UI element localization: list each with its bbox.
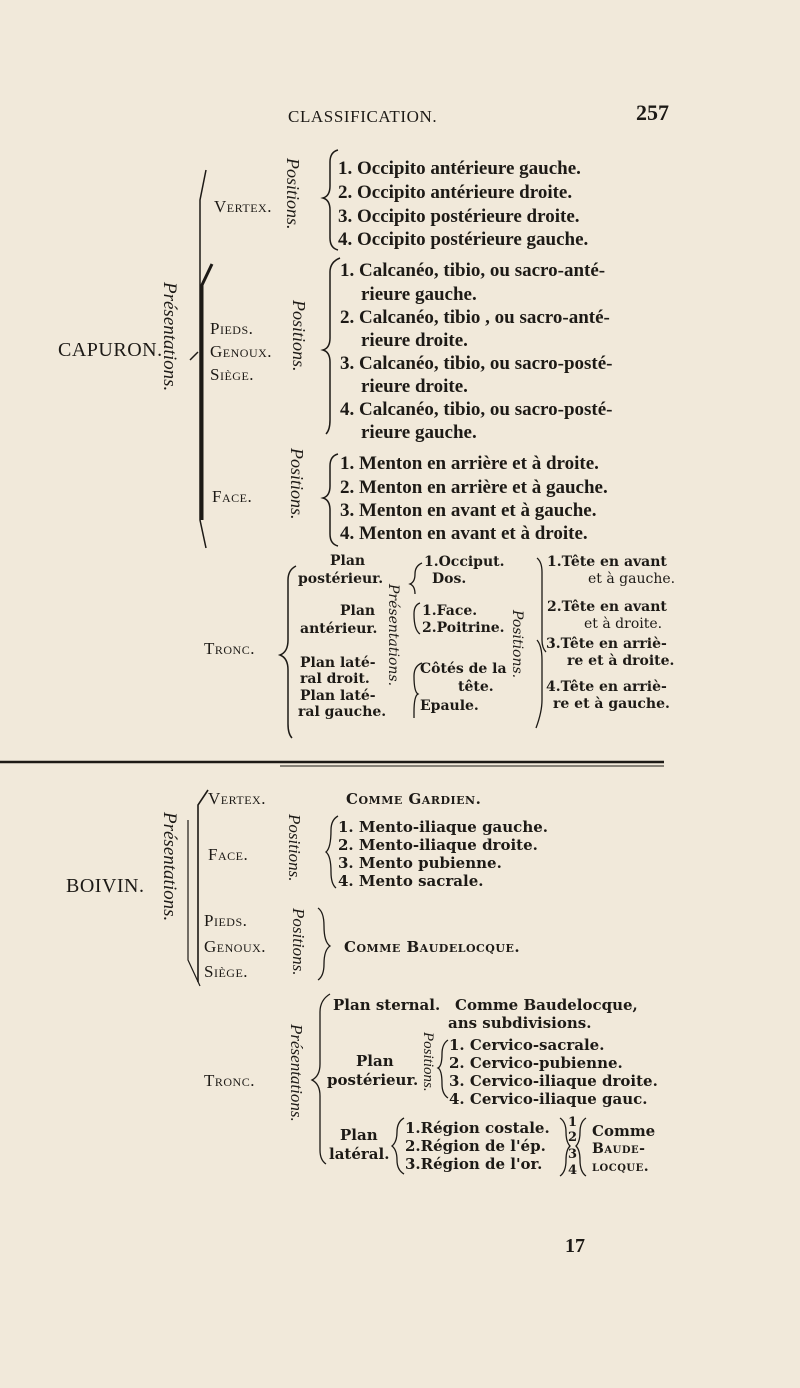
- boivin-comme: Baude-: [592, 1141, 646, 1157]
- boivin-plan-posterieur-item: 1. Cervico-sacrale.: [449, 1036, 605, 1054]
- boivin-plan-lateral: Plan: [340, 1126, 378, 1144]
- capuron-vertex-label: Vertex.: [214, 197, 272, 216]
- capuron-pieds-positions-label: Positions.: [289, 300, 309, 372]
- boivin-face-label: Face.: [208, 845, 249, 864]
- capuron-face-item: 3. Menton en avant et à gauche.: [340, 500, 597, 521]
- boivin-plan-posterieur: Plan: [356, 1052, 394, 1070]
- boivin-pieds-label: Pieds.: [204, 911, 248, 930]
- boivin-plan-lateral: latéral.: [329, 1145, 390, 1163]
- capuron-tronc-position: 4.Tête en arriè-: [546, 679, 667, 695]
- capuron-pieds-line: 3. Calcanéo, tibio, ou sacro-posté-: [340, 353, 613, 374]
- capuron-pieds-line: 1. Calcanéo, tibio, ou sacro-anté-: [340, 260, 606, 281]
- capuron-genoux-label: Genoux.: [210, 342, 273, 361]
- capuron-siege-label: Siège.: [210, 365, 255, 384]
- boivin-face-positions-label: Positions.: [285, 814, 304, 882]
- boivin-vertex-note: Comme Gardien.: [346, 790, 482, 808]
- capuron-tronc-presentations-label: Présentations.: [385, 584, 401, 687]
- boivin-comme: Comme: [592, 1122, 656, 1140]
- capuron-presentations-label: Présentations.: [159, 282, 180, 392]
- capuron-vertex-item: 2. Occipito antérieure droite.: [338, 182, 573, 203]
- capuron-pieds-line: 2. Calcanéo, tibio , ou sacro-anté-: [340, 307, 610, 328]
- capuron-pieds-line: rieure droite.: [361, 330, 468, 351]
- boivin-plan-posterieur-item: 4. Cervico-iliaque gauc.: [449, 1090, 648, 1108]
- capuron-plan-posterieur-item: Dos.: [432, 571, 467, 587]
- capuron-tronc-position: 2.Tête en avant: [547, 599, 667, 615]
- capuron-face-item: 4. Menton en avant et à droite.: [340, 523, 588, 544]
- boivin-vertex-label: Vertex.: [208, 789, 266, 808]
- capuron-plan-anterieur: antérieur.: [300, 621, 378, 637]
- capuron-vertex-item: 3. Occipito postérieure droite.: [338, 206, 580, 227]
- capuron-tronc-label: Tronc.: [204, 639, 255, 658]
- boivin-presentations-label: Présentations.: [159, 812, 180, 922]
- boivin-tronc-presentations-label: Présentations.: [287, 1024, 306, 1122]
- capuron-plan-posterieur: postérieur.: [298, 571, 384, 587]
- capuron-author: CAPURON.: [58, 339, 163, 361]
- boivin-face-item: 3. Mento pubienne.: [338, 854, 502, 872]
- boivin-comme: locque.: [592, 1159, 650, 1175]
- running-title: CLASSIFICATION.: [288, 107, 438, 126]
- boivin-plan-lateral-item: 2.Région de l'ép.: [405, 1137, 546, 1155]
- capuron-plan-lateral-item: Côtés de la: [420, 661, 507, 677]
- boivin-author: BOIVIN.: [66, 875, 145, 897]
- capuron-tronc-position: re et à gauche.: [553, 696, 670, 712]
- capuron-pieds-line: rieure gauche.: [361, 422, 477, 443]
- boivin-plan-posterieur-item: 3. Cervico-iliaque droite.: [449, 1072, 658, 1090]
- boivin-plan-lateral-item: 3.Région de l'or.: [405, 1155, 543, 1173]
- capuron-plan-lateral-item: Epaule.: [420, 698, 479, 714]
- boivin-tronc-number: 1: [568, 1115, 578, 1130]
- capuron-tronc-position: re et à droite.: [567, 653, 675, 669]
- capuron-face-item: 2. Menton en arrière et à gauche.: [340, 477, 608, 498]
- capuron-tronc-position: 3.Tête en arriè-: [546, 636, 667, 652]
- capuron-plan-anterieur-item: 2.Poitrine.: [422, 620, 505, 636]
- boivin-plan-sternal: Plan sternal.: [333, 996, 441, 1014]
- boivin-pieds-note: Comme Baudelocque.: [344, 938, 521, 956]
- capuron-tronc-position: et à gauche.: [588, 571, 676, 587]
- capuron-plan-lateral: Plan laté-: [300, 688, 376, 704]
- boivin-plan-sternal-note: Comme Baudelocque,: [455, 996, 638, 1014]
- boivin-tronc-number: 2: [568, 1130, 578, 1145]
- signature-mark: 17: [565, 1235, 585, 1257]
- boivin-plan-sternal-note: ans subdivisions.: [448, 1014, 592, 1032]
- capuron-plan-lateral-item: tête.: [458, 679, 494, 695]
- boivin-tronc-number: 3: [568, 1147, 578, 1162]
- capuron-pieds-line: rieure droite.: [361, 376, 468, 397]
- capuron-face-positions-label: Positions.: [287, 448, 307, 520]
- boivin-pieds-positions-label: Positions.: [289, 908, 308, 976]
- capuron-tronc-position: 1.Tête en avant: [547, 554, 667, 570]
- boivin-tronc-label: Tronc.: [204, 1071, 255, 1090]
- capuron-plan-posterieur-item: 1.Occiput.: [424, 554, 505, 570]
- boivin-face-item: 1. Mento-iliaque gauche.: [338, 818, 548, 836]
- boivin-plan-lateral-item: 1.Région costale.: [405, 1119, 550, 1137]
- capuron-plan-lateral: ral droit.: [300, 671, 370, 687]
- capuron-tronc-positions-label: Positions.: [509, 610, 525, 679]
- capuron-plan-anterieur-item: 1.Face.: [422, 603, 478, 619]
- boivin-plan-posterieur: postérieur.: [327, 1071, 419, 1089]
- capuron-plan-lateral: Plan laté-: [300, 655, 376, 671]
- boivin-plan-posterieur-item: 2. Cervico-pubienne.: [449, 1054, 623, 1072]
- capuron-vertex-item: 1. Occipito antérieure gauche.: [338, 158, 581, 179]
- boivin-genoux-label: Genoux.: [204, 937, 267, 956]
- capuron-vertex-positions-label: Positions.: [283, 158, 303, 230]
- capuron-face-label: Face.: [212, 487, 253, 506]
- boivin-tronc-number: 4: [568, 1163, 578, 1178]
- capuron-face-item: 1. Menton en arrière et à droite.: [340, 453, 599, 474]
- capuron-pieds-label: Pieds.: [210, 319, 254, 338]
- boivin-tronc-positions-label: Positions.: [420, 1032, 436, 1092]
- capuron-pieds-line: 4. Calcanéo, tibio, ou sacro-posté-: [340, 399, 613, 420]
- boivin-face-item: 2. Mento-iliaque droite.: [338, 836, 538, 854]
- capuron-plan-lateral: ral gauche.: [298, 704, 387, 720]
- capuron-tronc-position: et à droite.: [584, 616, 663, 632]
- capuron-plan-posterieur: Plan: [330, 553, 366, 569]
- page-number: 257: [636, 100, 669, 125]
- boivin-face-item: 4. Mento sacrale.: [338, 872, 484, 890]
- boivin-siege-label: Siège.: [204, 962, 249, 981]
- capuron-plan-anterieur: Plan: [340, 603, 376, 619]
- capuron-vertex-item: 4. Occipito postérieure gauche.: [338, 229, 589, 250]
- capuron-pieds-line: rieure gauche.: [361, 284, 477, 305]
